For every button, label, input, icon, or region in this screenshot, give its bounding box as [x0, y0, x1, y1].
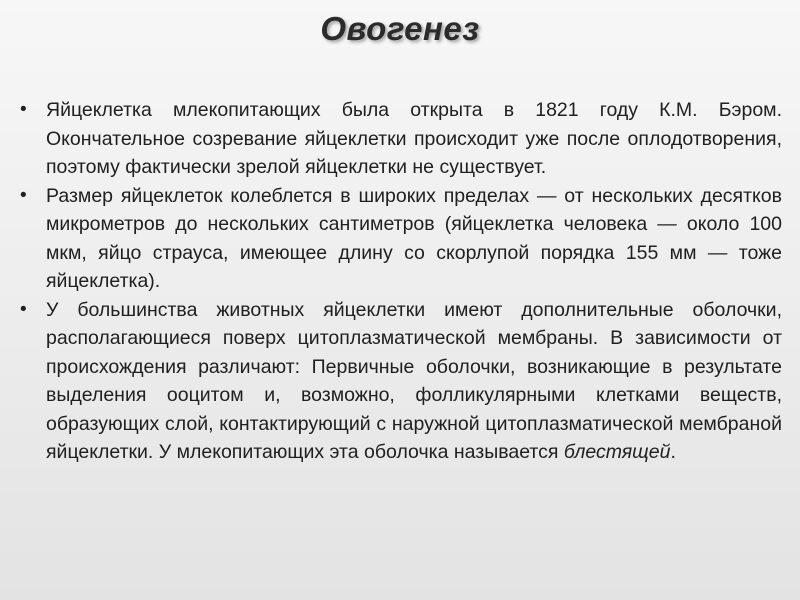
bullet-item-2 — [18, 182, 782, 296]
emphasized-term: блестящей — [563, 441, 671, 463]
bullet-text: Размер яйцеклеток колеблется в широких пределах — от нескольких десятков микрометров до нескольких сантиметров (яйцеклетка человека — около 100 мкм, яйцо страуса, имеющее длину со скорлупой порядка 155 мм — тоже яйцеклетка). — [46, 184, 782, 292]
slide-title: Овогенез — [320, 10, 480, 47]
bullet-icon: • — [20, 99, 27, 120]
bullet-text: Яйцеклетка млекопитающих была открыта в 1821 году К.М. Бэром. Окончательное созревание яйцеклетки происходит уже после оплодотворения, поэтому фактически зрелой яйцеклетки не существует. — [46, 99, 782, 178]
bullet-text: У большинства животных яйцеклетки имеют дополнительные оболочки, располагающиеся поверх цитоплазматической мембраны. В зависимости от происхождения различают: Первичные оболочки, возникающие в результате выделения ооцитом и, возможно, фолликулярными клетками веществ, образующих слой, контактирующий с наружной цитоплазматической мембраной яйцеклетки. У млекопитающих эта оболочка называется — [46, 298, 782, 463]
bullet-icon: • — [20, 184, 27, 206]
bullet-icon: • — [20, 298, 27, 320]
bullet-item-1 — [18, 96, 782, 182]
bullet-list — [18, 96, 782, 467]
bullet-tail: . — [670, 441, 676, 463]
bullet-item-3 — [18, 296, 782, 467]
